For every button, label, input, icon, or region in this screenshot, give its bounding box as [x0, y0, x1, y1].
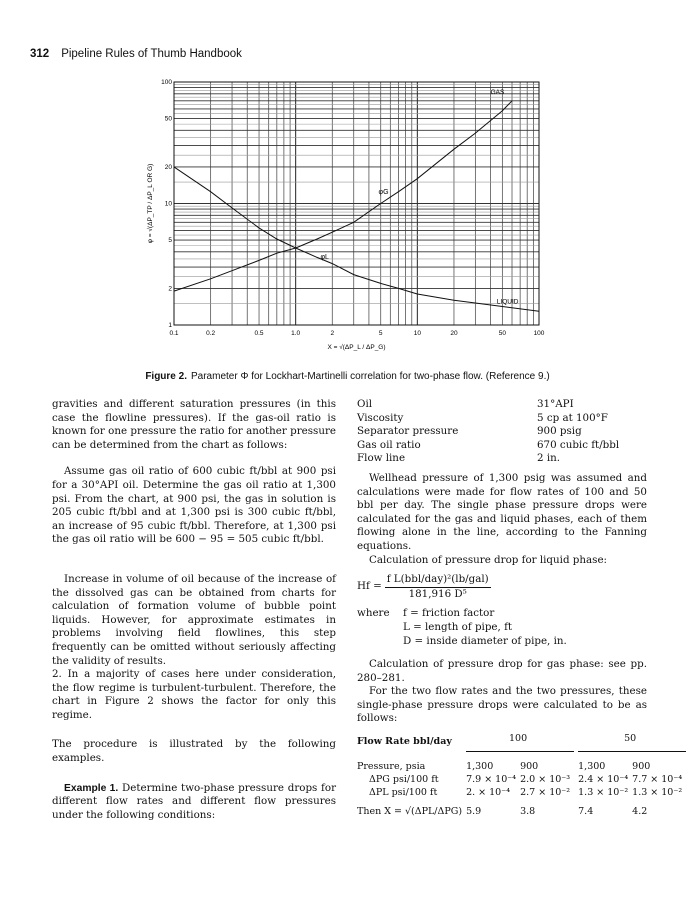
x-tick-label: 0.5: [254, 330, 264, 337]
table-header: Flow Rate bbl/day: [357, 736, 452, 748]
cell-value: 900: [632, 761, 651, 773]
cell-value: 3.8: [520, 806, 536, 818]
cell-value: 5.9: [466, 806, 482, 818]
cell-value: 2. × 10⁻⁴: [466, 787, 511, 799]
series-line-liquid: [174, 167, 539, 311]
y-tick-label: 100: [161, 79, 172, 86]
y-tick-label: 2: [168, 285, 172, 293]
x-tick-label: 50: [498, 330, 506, 337]
definition: f = friction factor: [403, 607, 495, 620]
cell-value: 7.7 × 10⁻⁴: [632, 774, 683, 786]
cell-value: 7.4: [578, 806, 594, 818]
cell-value: 900: [520, 761, 539, 773]
cell-value: 2.4 × 10⁻⁴: [578, 774, 629, 786]
group-header: 100: [466, 732, 574, 752]
where-label: where: [357, 607, 390, 620]
gas-label: GAS: [490, 88, 505, 96]
condition-name: Gas oil ratio: [357, 438, 421, 451]
row-label: ΔPG psi/100 ft: [369, 774, 439, 786]
formula-denominator: 181,916 D⁵: [408, 587, 467, 600]
paragraph: Wellhead pressure of 1,300 psig was assumed and calculations were made for flow rates of 100 and 50 bbl per day. The single phase pressure drops were calculated for the gas and liquid phases, each of them flowing alone in the line, according to the Fanning equations.: [357, 471, 647, 552]
cell-value: 1.3 × 10⁻²: [578, 787, 629, 799]
y-tick-label: 10: [164, 200, 172, 208]
cell-value: 4.2: [632, 806, 648, 818]
definitions: [357, 607, 647, 648]
paragraph: gravities and different saturation pressures (in this case the flowline pressures). If the gas-oil ratio is known for one pressure the ratio for another pressure can be determined from the chart as follows:: [52, 398, 336, 451]
cell-value: 7.9 × 10⁻⁴: [466, 774, 517, 786]
phi-l-label: φL: [320, 253, 329, 261]
condition-value: 2 in.: [537, 452, 561, 465]
y-tick-label: 5: [168, 237, 172, 245]
lockhart-martinelli-chart: [130, 70, 560, 365]
definition: L = length of pipe, ft: [403, 620, 513, 633]
row-label: ΔPL psi/100 ft: [369, 787, 438, 799]
left-column: [52, 398, 336, 822]
cell-value: 2.0 × 10⁻³: [520, 774, 571, 786]
x-tick-label: 2: [330, 330, 335, 337]
table-row: [357, 799, 686, 818]
formula-lhs: Hf =: [357, 580, 382, 593]
condition-value: 670 cubic ft/bbl: [537, 438, 620, 451]
paragraph: [52, 782, 336, 823]
formula-numerator: f L(bbl/day)²(lb/gal): [385, 573, 491, 588]
running-header: [30, 48, 242, 60]
x-tick-label: 0.2: [206, 330, 216, 337]
caption-text: Parameter Φ for Lockhart-Martinelli correlation for two-phase flow. (Reference 9.): [191, 371, 550, 382]
cell-value: 2.7 × 10⁻²: [520, 787, 571, 799]
condition-value: 5 cp at 100°F: [537, 411, 608, 424]
row-label: Then X = √(ΔPL/ΔPG): [357, 806, 463, 818]
x-tick-label: 0.1: [169, 330, 179, 337]
paragraph: Increase in volume of oil because of the increase of the dissolved gas can be obtained from charts for calculation of formation volume of bubble point liquids. However, for approximate estimates in problems involving field flowlines, this step frequently can be omitted without seriously affecting the validity of results.: [52, 572, 336, 667]
right-column: [357, 398, 683, 818]
paragraph: Assume gas oil ratio of 600 cubic ft/bbl at 900 psi for a 30°API oil. Determine the gas oil ratio at 1,300 psi. From the chart, at 900 psi, the gas in solution is 205 cubic ft/bbl and at 1,300 psi is 300 cubic ft/bbl, an increase of 95 cubic ft/bbl. Therefore, at 1,300 psi the gas oil ratio will be 600 − 95 = 505 cubic ft/bbl.: [52, 465, 336, 546]
list-item: 2. In a majority of cases here under consideration, the flow regime is turbulent-turbulent. Therefore, the chart in Figure 2 shows the factor for only this regime.: [52, 668, 336, 721]
x-tick-label: 10: [413, 330, 421, 337]
x-tick-label: 5: [378, 330, 383, 337]
x-tick-label: 100: [533, 330, 545, 337]
y-tick-label: 20: [164, 163, 172, 171]
table-row: [357, 773, 686, 786]
row-label: Pressure, psia: [357, 760, 426, 772]
page-number: 312: [30, 48, 50, 60]
y-axis-label: φ = √(ΔP_TP / ΔP_L OR G): [147, 163, 154, 244]
paragraph: Calculation of pressure drop for gas phase: see pp. 280–281.: [357, 658, 647, 684]
conditions-list: [357, 398, 647, 466]
definition: D = inside diameter of pipe, in.: [403, 634, 567, 647]
figure-caption: [0, 371, 695, 382]
cell-value: 1,300: [466, 761, 494, 773]
flow-rate-table: [357, 732, 686, 818]
liquid-label: LIQUID: [496, 298, 519, 306]
paragraph: The procedure is illustrated by the following examples.: [52, 738, 336, 765]
cell-value: 1,300: [578, 761, 606, 773]
figure-label: Figure 2.: [145, 371, 187, 382]
x-tick-label: 20: [450, 330, 458, 337]
x-axis-label: X = √(ΔP_L / ΔP_G): [327, 344, 386, 351]
y-tick-label: 50: [164, 115, 172, 123]
x-tick-label: 1.0: [291, 330, 301, 337]
phi-g-label: φG: [378, 188, 389, 196]
condition-name: Viscosity: [357, 411, 404, 424]
table-row: [357, 786, 686, 799]
paragraph: For the two flow rates and the two pressures, these single-phase pressure drops were calculated to be as follows:: [357, 685, 647, 725]
table-row: [357, 752, 686, 774]
condition-name: Separator pressure: [357, 425, 459, 438]
condition-name: Oil: [357, 398, 373, 410]
y-tick-label: 1: [168, 322, 172, 329]
group-header: 50: [578, 732, 686, 752]
cell-value: 1.3 × 10⁻²: [632, 787, 683, 799]
paragraph: Calculation of pressure drop for liquid phase:: [369, 553, 608, 566]
formula: [357, 573, 647, 601]
series-line-gas: [174, 101, 512, 291]
condition-name: Flow line: [357, 452, 406, 465]
example-text: Determine two-phase pressure drops for different flow rates and different flow pressures under the following conditions:: [52, 781, 336, 821]
condition-value: 900 psig: [537, 425, 582, 438]
example-label: Example 1.: [64, 782, 119, 794]
condition-value: 31°API: [537, 398, 574, 410]
book-title: Pipeline Rules of Thumb Handbook: [61, 48, 242, 60]
